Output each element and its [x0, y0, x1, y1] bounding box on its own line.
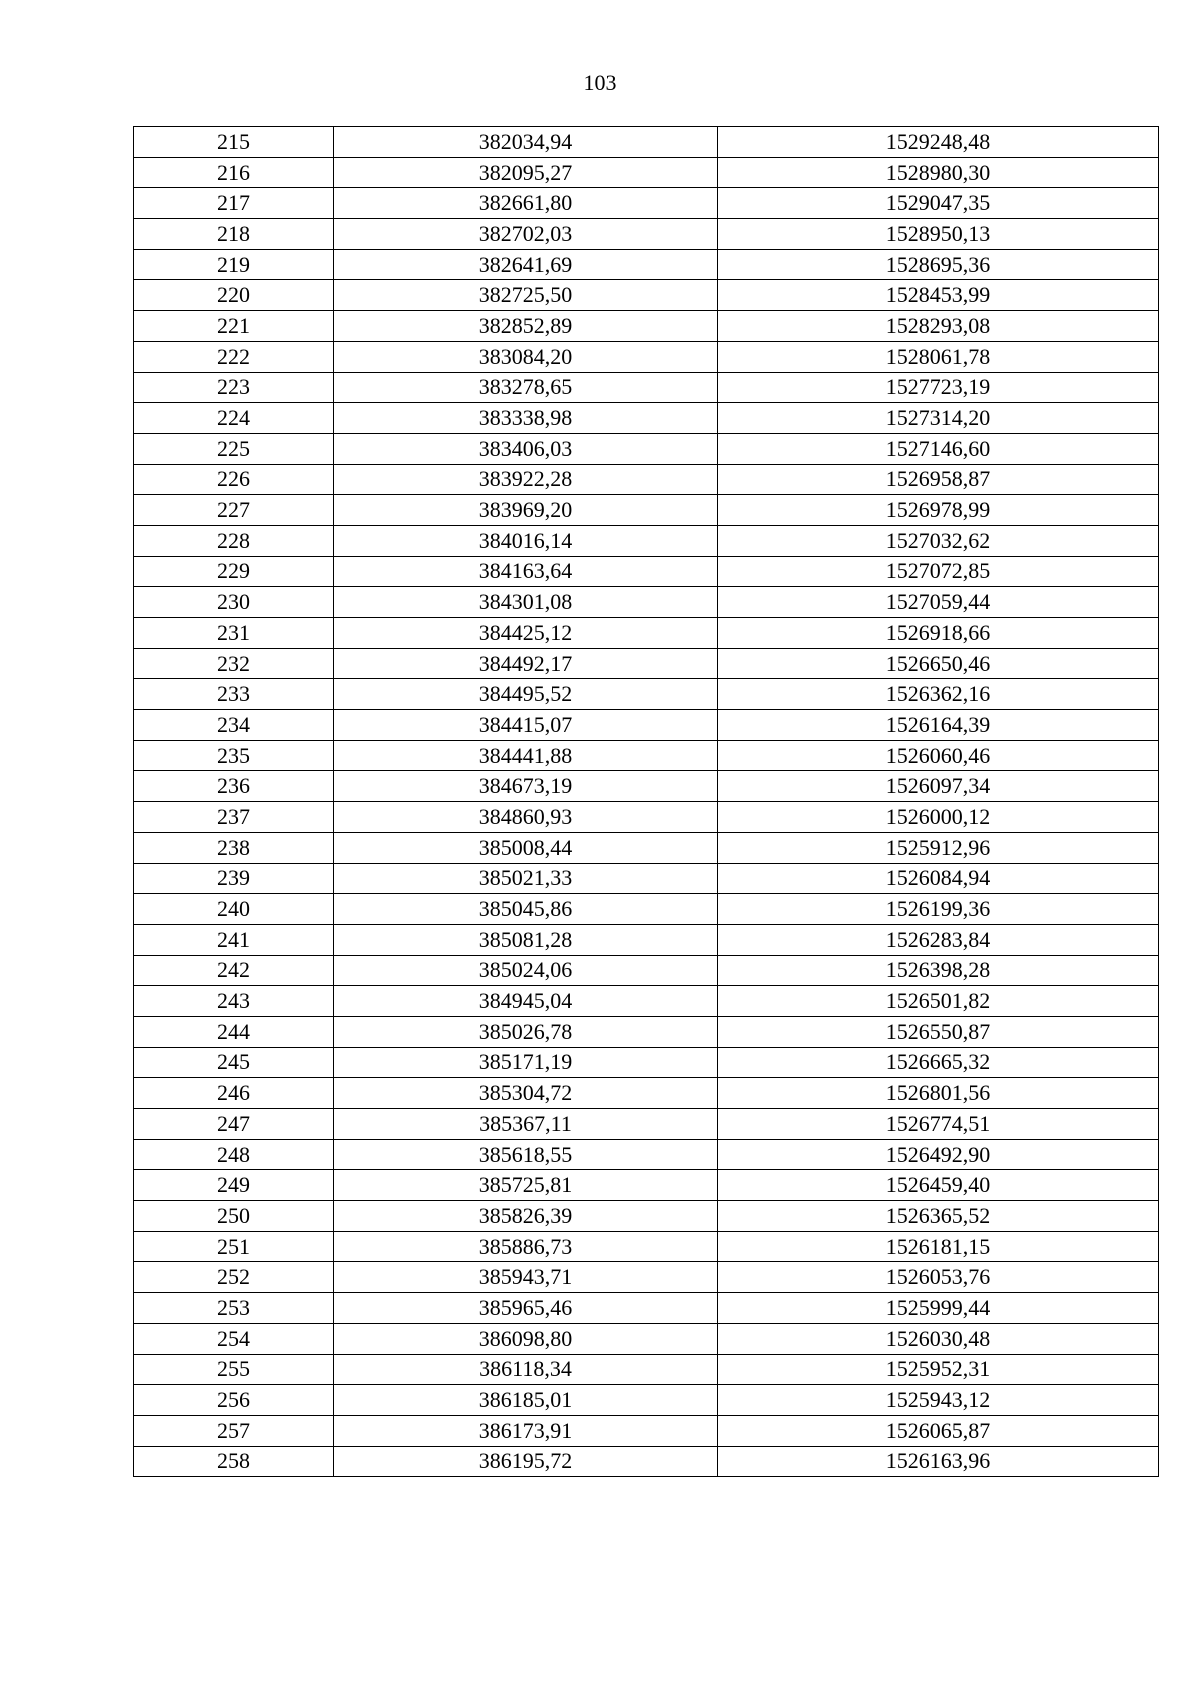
point-number-cell: 238: [134, 832, 334, 863]
point-number-cell: 245: [134, 1047, 334, 1078]
x-coordinate-cell: 382641,69: [334, 249, 718, 280]
point-number-cell: 252: [134, 1262, 334, 1293]
y-coordinate-cell: 1526978,99: [718, 495, 1159, 526]
table-row: [134, 1201, 1159, 1232]
table-row: [134, 710, 1159, 741]
table-row: [134, 648, 1159, 679]
x-coordinate-cell: 385965,46: [334, 1293, 718, 1324]
y-coordinate-cell: 1526199,36: [718, 894, 1159, 925]
y-coordinate-cell: 1528695,36: [718, 249, 1159, 280]
y-coordinate-cell: 1527072,85: [718, 556, 1159, 587]
point-number-cell: 239: [134, 863, 334, 894]
y-coordinate-cell: 1528980,30: [718, 157, 1159, 188]
x-coordinate-cell: 383406,03: [334, 433, 718, 464]
point-number-cell: 221: [134, 311, 334, 342]
x-coordinate-cell: 384495,52: [334, 679, 718, 710]
x-coordinate-cell: 385171,19: [334, 1047, 718, 1078]
table-row: [134, 1078, 1159, 1109]
point-number-cell: 225: [134, 433, 334, 464]
point-number-cell: 224: [134, 403, 334, 434]
point-number-cell: 222: [134, 341, 334, 372]
table-row: [134, 433, 1159, 464]
point-number-cell: 250: [134, 1201, 334, 1232]
y-coordinate-cell: 1526650,46: [718, 648, 1159, 679]
y-coordinate-cell: 1526958,87: [718, 464, 1159, 495]
table-row: [134, 372, 1159, 403]
table-row: [134, 863, 1159, 894]
point-number-cell: 237: [134, 802, 334, 833]
y-coordinate-cell: 1526665,32: [718, 1047, 1159, 1078]
point-number-cell: 235: [134, 740, 334, 771]
y-coordinate-cell: 1527146,60: [718, 433, 1159, 464]
point-number-cell: 247: [134, 1109, 334, 1140]
table-row: [134, 403, 1159, 434]
point-number-cell: 228: [134, 525, 334, 556]
x-coordinate-cell: 385024,06: [334, 955, 718, 986]
point-number-cell: 246: [134, 1078, 334, 1109]
table-row: [134, 1016, 1159, 1047]
x-coordinate-cell: 383278,65: [334, 372, 718, 403]
y-coordinate-cell: 1526097,34: [718, 771, 1159, 802]
x-coordinate-cell: 384301,08: [334, 587, 718, 618]
table-row: [134, 618, 1159, 649]
y-coordinate-cell: 1526365,52: [718, 1201, 1159, 1232]
x-coordinate-cell: 385367,11: [334, 1109, 718, 1140]
x-coordinate-cell: 384163,64: [334, 556, 718, 587]
page-number: 103: [583, 70, 617, 95]
x-coordinate-cell: 385021,33: [334, 863, 718, 894]
y-coordinate-cell: 1525952,31: [718, 1354, 1159, 1385]
y-coordinate-cell: 1526550,87: [718, 1016, 1159, 1047]
x-coordinate-cell: 383338,98: [334, 403, 718, 434]
point-number-cell: 231: [134, 618, 334, 649]
x-coordinate-cell: 384860,93: [334, 802, 718, 833]
y-coordinate-cell: 1527314,20: [718, 403, 1159, 434]
table-row: [134, 1262, 1159, 1293]
table-row: [134, 587, 1159, 618]
y-coordinate-cell: 1526030,48: [718, 1323, 1159, 1354]
point-number-cell: 217: [134, 188, 334, 219]
point-number-cell: 254: [134, 1323, 334, 1354]
table-row: [134, 1415, 1159, 1446]
table-row: [134, 157, 1159, 188]
point-number-cell: 244: [134, 1016, 334, 1047]
point-number-cell: 230: [134, 587, 334, 618]
point-number-cell: 223: [134, 372, 334, 403]
y-coordinate-cell: 1526053,76: [718, 1262, 1159, 1293]
y-coordinate-cell: 1526163,96: [718, 1446, 1159, 1477]
point-number-cell: 227: [134, 495, 334, 526]
x-coordinate-cell: 385045,86: [334, 894, 718, 925]
table-row: [134, 832, 1159, 863]
x-coordinate-cell: 384441,88: [334, 740, 718, 771]
table-row: [134, 1293, 1159, 1324]
table-row: [134, 924, 1159, 955]
table-row: [134, 280, 1159, 311]
point-number-cell: 242: [134, 955, 334, 986]
x-coordinate-cell: 384673,19: [334, 771, 718, 802]
x-coordinate-cell: 382095,27: [334, 157, 718, 188]
point-number-cell: 219: [134, 249, 334, 280]
x-coordinate-cell: 385886,73: [334, 1231, 718, 1262]
y-coordinate-cell: 1526459,40: [718, 1170, 1159, 1201]
point-number-cell: 255: [134, 1354, 334, 1385]
table-row: [134, 955, 1159, 986]
table-row: [134, 771, 1159, 802]
point-number-cell: 233: [134, 679, 334, 710]
y-coordinate-cell: 1526492,90: [718, 1139, 1159, 1170]
table-row: [134, 464, 1159, 495]
x-coordinate-cell: 382661,80: [334, 188, 718, 219]
table-row: [134, 495, 1159, 526]
point-number-cell: 241: [134, 924, 334, 955]
x-coordinate-cell: 386195,72: [334, 1446, 718, 1477]
point-number-cell: 258: [134, 1446, 334, 1477]
x-coordinate-cell: 382702,03: [334, 219, 718, 250]
x-coordinate-cell: 384945,04: [334, 986, 718, 1017]
y-coordinate-cell: 1526398,28: [718, 955, 1159, 986]
y-coordinate-cell: 1526283,84: [718, 924, 1159, 955]
table-row: [134, 219, 1159, 250]
point-number-cell: 248: [134, 1139, 334, 1170]
coordinates-table: [133, 126, 1159, 1477]
y-coordinate-cell: 1526164,39: [718, 710, 1159, 741]
table-row: [134, 1047, 1159, 1078]
x-coordinate-cell: 383969,20: [334, 495, 718, 526]
y-coordinate-cell: 1526065,87: [718, 1415, 1159, 1446]
point-number-cell: 215: [134, 127, 334, 158]
point-number-cell: 257: [134, 1415, 334, 1446]
y-coordinate-cell: 1526362,16: [718, 679, 1159, 710]
y-coordinate-cell: 1528453,99: [718, 280, 1159, 311]
y-coordinate-cell: 1529248,48: [718, 127, 1159, 158]
y-coordinate-cell: 1526084,94: [718, 863, 1159, 894]
table-row: [134, 1354, 1159, 1385]
table-row: [134, 311, 1159, 342]
point-number-cell: 234: [134, 710, 334, 741]
table-row: [134, 986, 1159, 1017]
x-coordinate-cell: 386118,34: [334, 1354, 718, 1385]
table-row: [134, 188, 1159, 219]
point-number-cell: 216: [134, 157, 334, 188]
x-coordinate-cell: 385725,81: [334, 1170, 718, 1201]
x-coordinate-cell: 384425,12: [334, 618, 718, 649]
y-coordinate-cell: 1525943,12: [718, 1385, 1159, 1416]
y-coordinate-cell: 1528061,78: [718, 341, 1159, 372]
y-coordinate-cell: 1526774,51: [718, 1109, 1159, 1140]
point-number-cell: 229: [134, 556, 334, 587]
x-coordinate-cell: 385008,44: [334, 832, 718, 863]
x-coordinate-cell: 385081,28: [334, 924, 718, 955]
point-number-cell: 220: [134, 280, 334, 311]
y-coordinate-cell: 1529047,35: [718, 188, 1159, 219]
table-row: [134, 341, 1159, 372]
point-number-cell: 243: [134, 986, 334, 1017]
x-coordinate-cell: 384415,07: [334, 710, 718, 741]
table-row: [134, 1231, 1159, 1262]
x-coordinate-cell: 385304,72: [334, 1078, 718, 1109]
coordinates-table-body: [134, 127, 1159, 1477]
point-number-cell: 256: [134, 1385, 334, 1416]
x-coordinate-cell: 382852,89: [334, 311, 718, 342]
table-row: [134, 127, 1159, 158]
y-coordinate-cell: 1526801,56: [718, 1078, 1159, 1109]
x-coordinate-cell: 386098,80: [334, 1323, 718, 1354]
y-coordinate-cell: 1527723,19: [718, 372, 1159, 403]
y-coordinate-cell: 1525999,44: [718, 1293, 1159, 1324]
table-row: [134, 1385, 1159, 1416]
point-number-cell: 232: [134, 648, 334, 679]
table-row: [134, 1139, 1159, 1170]
point-number-cell: 249: [134, 1170, 334, 1201]
y-coordinate-cell: 1526181,15: [718, 1231, 1159, 1262]
y-coordinate-cell: 1526060,46: [718, 740, 1159, 771]
y-coordinate-cell: 1528293,08: [718, 311, 1159, 342]
table-row: [134, 679, 1159, 710]
x-coordinate-cell: 386173,91: [334, 1415, 718, 1446]
x-coordinate-cell: 382034,94: [334, 127, 718, 158]
table-row: [134, 894, 1159, 925]
y-coordinate-cell: 1526000,12: [718, 802, 1159, 833]
y-coordinate-cell: 1527032,62: [718, 525, 1159, 556]
table-row: [134, 1170, 1159, 1201]
x-coordinate-cell: 383922,28: [334, 464, 718, 495]
point-number-cell: 251: [134, 1231, 334, 1262]
x-coordinate-cell: 385618,55: [334, 1139, 718, 1170]
y-coordinate-cell: 1528950,13: [718, 219, 1159, 250]
x-coordinate-cell: 384492,17: [334, 648, 718, 679]
y-coordinate-cell: 1526918,66: [718, 618, 1159, 649]
table-row: [134, 740, 1159, 771]
x-coordinate-cell: 385026,78: [334, 1016, 718, 1047]
point-number-cell: 226: [134, 464, 334, 495]
x-coordinate-cell: 385943,71: [334, 1262, 718, 1293]
point-number-cell: 240: [134, 894, 334, 925]
x-coordinate-cell: 383084,20: [334, 341, 718, 372]
table-row: [134, 249, 1159, 280]
x-coordinate-cell: 385826,39: [334, 1201, 718, 1232]
table-row: [134, 1109, 1159, 1140]
point-number-cell: 253: [134, 1293, 334, 1324]
point-number-cell: 236: [134, 771, 334, 802]
x-coordinate-cell: 386185,01: [334, 1385, 718, 1416]
x-coordinate-cell: 384016,14: [334, 525, 718, 556]
table-row: [134, 556, 1159, 587]
x-coordinate-cell: 382725,50: [334, 280, 718, 311]
y-coordinate-cell: 1525912,96: [718, 832, 1159, 863]
table-row: [134, 802, 1159, 833]
table-row: [134, 525, 1159, 556]
table-row: [134, 1323, 1159, 1354]
table-row: [134, 1446, 1159, 1477]
point-number-cell: 218: [134, 219, 334, 250]
y-coordinate-cell: 1526501,82: [718, 986, 1159, 1017]
y-coordinate-cell: 1527059,44: [718, 587, 1159, 618]
